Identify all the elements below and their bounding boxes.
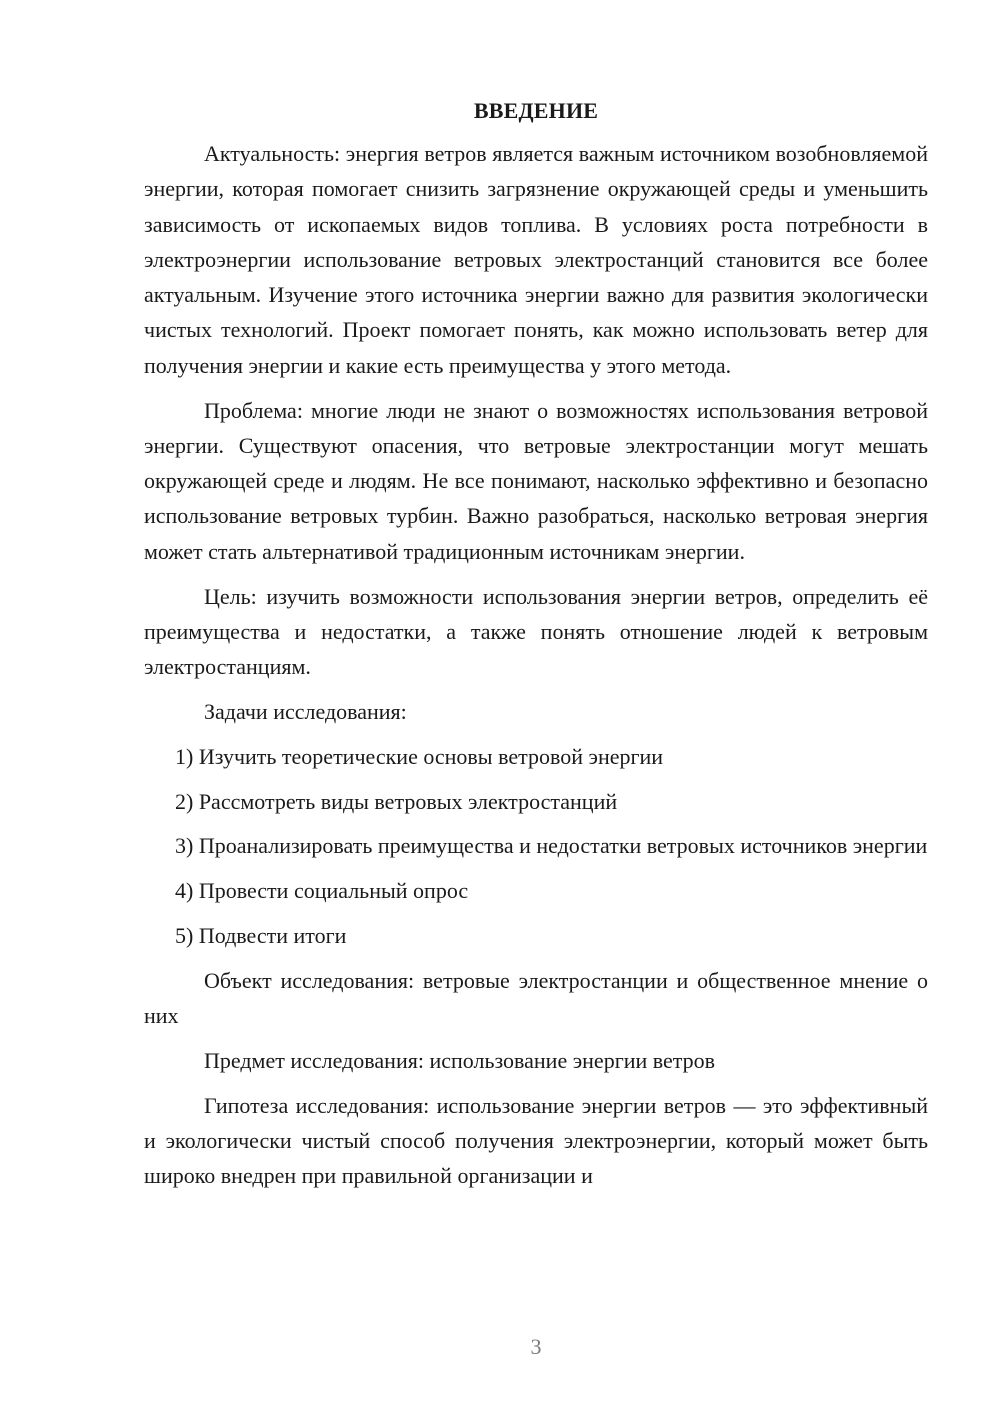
problem-paragraph: Проблема: многие люди не знают о возможностях использования ветровой энергии. Существуют опасения, что ветровые электростанции могут мешать окружающей среде и людям. Не все понимают, насколько эффективно и безопасно использование ветровых турбин. Важно разобраться, насколько ветровая энергия может стать альтернативой традиционным источникам энергии. (144, 397, 928, 564)
subject-paragraph: Предмет исследования: использование энергии ветров (204, 1047, 716, 1073)
task-item-3: 3) Проанализировать преимущества и недостатки ветровых источников энергии (175, 833, 928, 859)
hypothesis-paragraph: Гипотеза исследования: использование энергии ветров — это эффективный и экологически чистый способ получения электроэнергии, который может быть широко внедрен при правильной организации и (144, 1092, 928, 1189)
page-number: 3 (530, 1334, 542, 1359)
page-content (144, 96, 928, 1203)
goal-paragraph: Цель: изучить возможности использования энергии ветров, определить её преимущества и недостатки, а также понять отношение людей к ветровым электростанциям. (144, 583, 928, 680)
task-item-1: 1) Изучить теоретические основы ветровой энергии (175, 743, 664, 769)
task-item-5: 5) Подвести итоги (175, 922, 347, 948)
task-item-4: 4) Провести социальный опрос (175, 878, 469, 904)
relevance-paragraph: Актуальность: энергия ветров является важным источником возобновляемой энергии, которая помогает снизить загрязнение окружающей среды и уменьшить зависимость от ископаемых видов топлива. В условиях роста потребности в электроэнергии использование ветровых электростанций становится все более актуальным. Изучение этого источника энергии важно для развития экологически чистых технологий. Проект помогает понять, как можно использовать ветер для получения энергии и какие есть преимущества у этого метода. (144, 141, 928, 378)
section-heading: ВВЕДЕНИЕ (473, 98, 599, 123)
object-paragraph: Объект исследования: ветровые электростанции и общественное мнение о них (144, 967, 928, 1029)
tasks-title: Задачи исследования: (204, 698, 407, 724)
tasks-list (144, 739, 928, 953)
task-item-2: 2) Рассмотреть виды ветровых электростанций (175, 788, 618, 814)
